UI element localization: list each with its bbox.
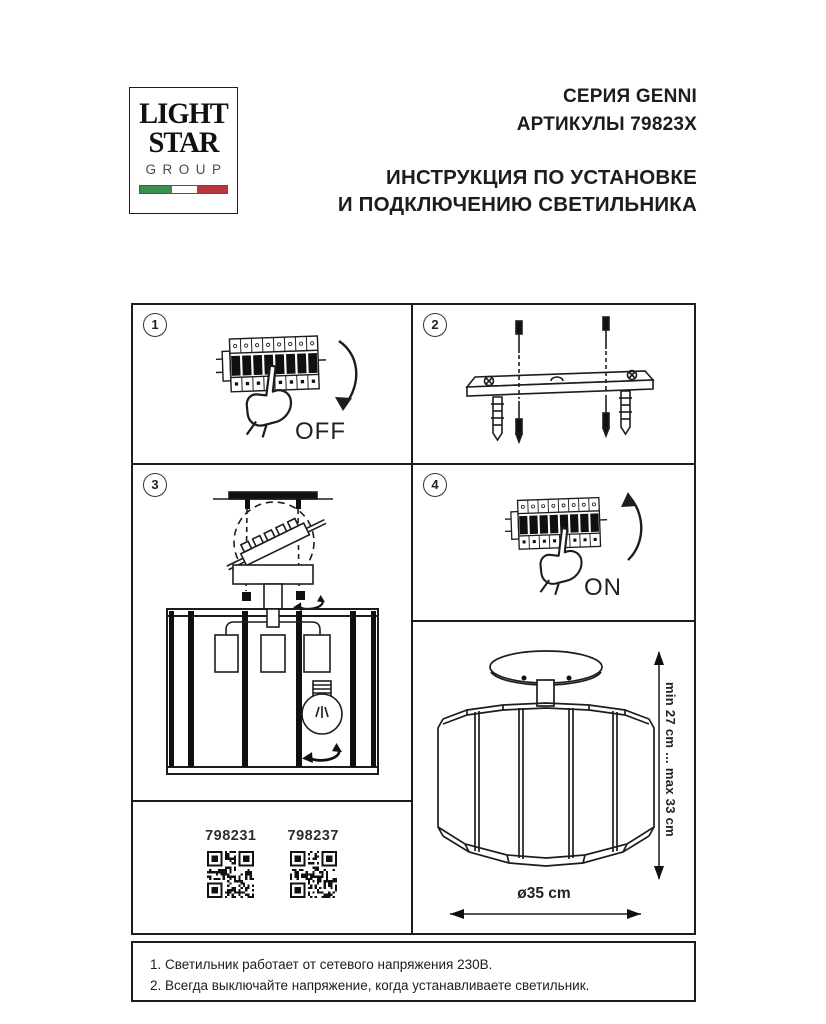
qr-item	[205, 828, 256, 898]
step-2-panel	[413, 305, 694, 465]
series-title: СЕРИЯ GENNI	[562, 86, 697, 107]
article-number: 798231	[205, 828, 257, 844]
logo-word-group: GROUP	[145, 162, 228, 177]
instruction-title-line2: И ПОДКЛЮЧЕНИЮ СВЕТИЛЬНИКА	[337, 193, 697, 216]
qr-code-798231	[207, 851, 254, 898]
qr-item	[288, 828, 339, 898]
lightstar-logo	[129, 87, 238, 214]
note-line-2: 2. Всегда выключайте напряжение, когда устанавливаете светильник.	[150, 978, 590, 993]
articles-title: АРТИКУЛЫ 79823X	[516, 114, 697, 135]
step-4-panel	[413, 465, 694, 622]
safety-notes-box	[131, 941, 696, 1002]
off-label: OFF	[295, 418, 346, 445]
height-dimension-label: min 27 cm ... max 33 cm	[663, 682, 678, 838]
circuit-breaker-off-diagram	[133, 305, 411, 461]
logo-word-star: STAR	[148, 126, 219, 159]
step-3-number: 3	[143, 473, 167, 497]
step-4-number: 4	[423, 473, 447, 497]
qr-code-798237	[290, 851, 337, 898]
step-3-panel	[133, 465, 413, 802]
instruction-title-line1: ИНСТРУКЦИЯ ПО УСТАНОВКЕ	[386, 166, 697, 189]
flag-red-segment	[197, 186, 227, 193]
flag-green-segment	[140, 186, 172, 193]
article-number: 798237	[287, 828, 339, 844]
document-header	[338, 83, 697, 218]
fixture-assembly-diagram	[133, 465, 411, 798]
flag-white-segment	[172, 186, 196, 193]
steps-grid	[131, 303, 696, 935]
lamp-dimensions-panel	[413, 622, 694, 933]
step-1-panel	[133, 305, 413, 465]
note-line-1: 1. Светильник работает от сетевого напряжения 230В.	[150, 957, 493, 972]
step-2-number: 2	[423, 313, 447, 337]
logo-word-light: LIGHT	[139, 97, 228, 130]
step-1-number: 1	[143, 313, 167, 337]
qr-panel	[133, 802, 413, 933]
mounting-bracket-diagram	[413, 305, 692, 461]
italian-flag-bar	[139, 185, 228, 194]
diameter-dimension-label: ø35 cm	[517, 885, 571, 902]
on-label: ON	[584, 574, 622, 601]
circuit-breaker-on-diagram	[413, 465, 692, 618]
